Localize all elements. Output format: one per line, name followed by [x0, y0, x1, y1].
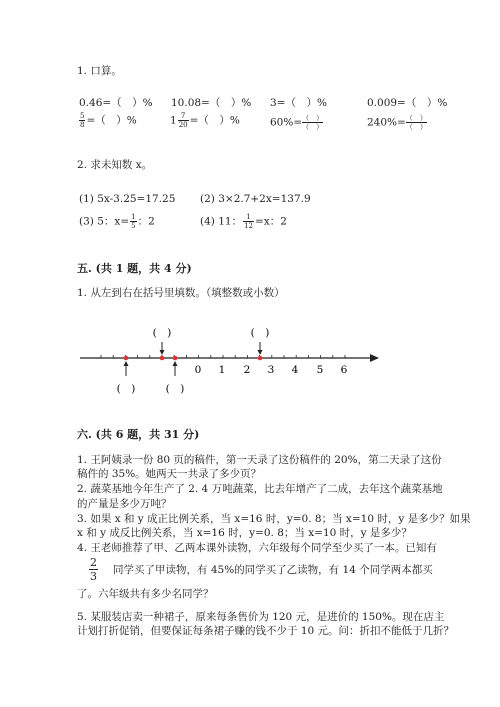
- section5-q1: 1. 从左到右在括号里填数。（填整数或小数）: [77, 287, 285, 299]
- tick-label-5: 5: [316, 364, 324, 376]
- blank-above-1: ( ): [152, 327, 172, 339]
- blank-below-1: ( ): [116, 383, 136, 395]
- fraction: $\frac{5}{8}$: [80, 112, 85, 129]
- oral-calc-7: 60%= （ ） （ ）: [270, 114, 324, 131]
- oral-calc-6: 1 $\frac{7}{20}$ =（ ）%: [170, 112, 240, 129]
- tick-label-1: 1: [218, 364, 226, 376]
- fraction: $\frac{1}{5}$: [131, 213, 136, 230]
- equation-3: (3) 5：x= $\frac{1}{5}$ ：2: [79, 213, 155, 230]
- tick-label-0: 0: [194, 364, 202, 376]
- q6-1-line1: 1. 王阿姨录一份 80 页的稿件，第一天录了这份稿件的 20%，第二天录了这份: [77, 454, 442, 466]
- point-3: [173, 356, 178, 361]
- point-4: [258, 356, 263, 361]
- fraction: $\frac{1}{12}$: [244, 213, 253, 230]
- point-2: [160, 356, 165, 361]
- point-1: [124, 356, 129, 361]
- blank-above-2: ( ): [250, 327, 270, 339]
- oral-calc-3: 3=（ ）%: [270, 97, 327, 109]
- number-line: [0, 320, 500, 400]
- tick-label-3: 3: [267, 364, 275, 376]
- q6-5-line1: 5. 某服装店卖一种裙子，原来每条售价为 120 元，是进价的 150%。现在店主: [77, 611, 445, 623]
- q6-1-line2: 稿件的 35%。她两天一共录了多少页？: [77, 468, 262, 480]
- q1-title: 1. 口算。: [77, 65, 122, 77]
- oral-calc-8: 240%= （ ） （ ）: [367, 114, 427, 131]
- tick-label-6: 6: [340, 364, 348, 376]
- arrow-tip-icon: [160, 350, 165, 355]
- arrow-head-icon: [370, 354, 379, 362]
- tick-marks: [101, 355, 345, 358]
- oral-calc-4: 0.009=（ ）%: [367, 97, 448, 109]
- oral-calc-1: 0.46=（ ）%: [79, 97, 153, 109]
- q6-2-line2: 的产量是多少万吨？: [77, 498, 172, 510]
- q6-4-line1: 4. 王老师推荐了甲、乙两本课外读物，六年级每个同学至少买了一本。已知有: [77, 542, 437, 554]
- blank-below-2: ( ): [165, 383, 185, 395]
- tick-label-2: 2: [243, 364, 251, 376]
- section6-heading: 六. (共 6 题，共 31 分): [77, 428, 200, 441]
- fraction: $\frac{7}{20}$: [178, 112, 188, 129]
- oral-calc-5: $\frac{5}{8}$ =（ ）%: [80, 112, 137, 129]
- q6-5-line2: 计划打折促销，但要保证每条裙子赚的钱不少于 10 元。问：折扣不能低于几折？: [77, 625, 455, 637]
- arrow-tip-icon: [258, 350, 263, 355]
- q6-4-line3: 了。六年级共有多少名同学？: [77, 588, 214, 600]
- oral-calc-2: 10.08=（ ）%: [171, 97, 252, 109]
- blank-fraction: （ ） （ ）: [302, 114, 324, 131]
- q6-2-line1: 2. 蔬菜基地今年生产了 2. 4 万吨蔬菜，比去年增产了二成，去年这个蔬菜基地: [77, 483, 443, 495]
- q6-3-line2: x 和 y 成反比例关系，当 x=16 时，y=0. 8；当 x=10 时，y 是多少？: [77, 527, 412, 539]
- q2-title: 2. 求未知数 x。: [77, 159, 153, 171]
- equation-4: (4) 11： $\frac{1}{12}$ =x：2: [200, 213, 287, 230]
- section5-heading: 五. (共 1 题，共 4 分): [77, 262, 192, 275]
- q6-3-line1: 3. 如果 x 和 y 成正比例关系，当 x=16 时，y=0. 8；当 x=10 时，y 是多少？如果: [77, 513, 471, 525]
- q6-4-fraction: $\frac{2}{3}$: [90, 556, 97, 583]
- tick-label-4: 4: [291, 364, 299, 376]
- equation-2: (2) 3×2.7+2x=137.9: [200, 193, 311, 205]
- equation-1: (1) 5x-3.25=17.25: [79, 193, 176, 205]
- arrow-tip-icon: [124, 361, 129, 366]
- blank-fraction: （ ） （ ）: [405, 114, 427, 131]
- q6-4-line2: 同学买了甲读物，有 45%的同学买了乙读物，有 14 个同学两本都买: [113, 564, 433, 576]
- arrow-tip-icon: [173, 361, 178, 366]
